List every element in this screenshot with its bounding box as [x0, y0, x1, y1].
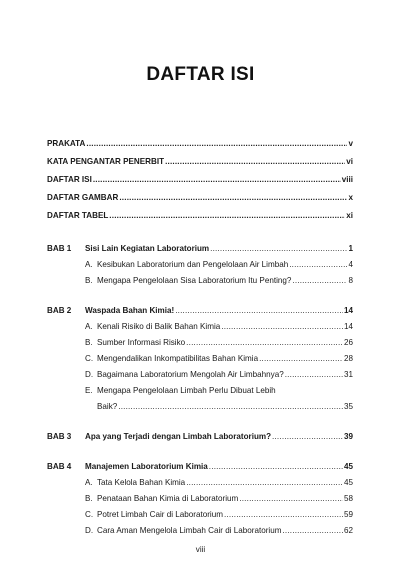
subsection-letter: A.	[85, 260, 93, 269]
dot-leader	[282, 525, 343, 536]
subsection-page: 26	[343, 338, 353, 347]
subsection-page: 58	[343, 494, 353, 503]
dot-leader	[93, 174, 341, 185]
subsection-page: 4	[348, 260, 353, 269]
toc-subsection[interactable]	[85, 275, 353, 286]
dot-leader	[165, 156, 345, 167]
dot-leader	[221, 321, 343, 332]
subsection-title: Sumber Informasi Risiko	[97, 338, 186, 347]
subsection-page: 8	[348, 276, 353, 285]
dot-leader	[289, 259, 347, 270]
dot-leader	[209, 461, 343, 472]
toc-entry-page: v	[348, 139, 353, 148]
toc-subsection[interactable]	[85, 493, 353, 504]
dot-leader	[210, 243, 347, 254]
dot-leader	[119, 192, 347, 203]
subsection-title: Cara Aman Mengelola Limbah Cair di Laboratorium	[97, 526, 282, 535]
toc-subsection[interactable]	[85, 337, 353, 348]
toc-subsection[interactable]	[85, 321, 353, 332]
dot-leader	[175, 305, 343, 316]
toc-entry-page: viii	[341, 175, 353, 184]
subsection-letter: D.	[85, 526, 94, 535]
page-title: DAFTAR ISI	[146, 64, 255, 85]
dot-leader	[259, 353, 343, 364]
dot-leader	[86, 138, 347, 149]
subsection-letter: C.	[85, 510, 94, 519]
subsection-letter: B.	[85, 276, 93, 285]
dot-leader	[186, 337, 343, 348]
toc-entry-prakata[interactable]	[47, 138, 353, 149]
chapter-number: BAB 1	[47, 244, 72, 253]
subsection-title: Mengendalikan Inkompatibilitas Bahan Kimia	[97, 354, 259, 363]
subsection-letter: C.	[85, 354, 94, 363]
toc-entry-label: DAFTAR TABEL	[47, 211, 109, 220]
dot-leader	[285, 369, 343, 380]
chapter-title: Apa yang Terjadi dengan Limbah Laboratorium?	[85, 432, 272, 441]
toc-subsection-continued[interactable]	[97, 401, 353, 412]
toc-chapter-1[interactable]	[47, 243, 353, 254]
subsection-letter: A.	[85, 478, 93, 487]
subsection-page: 31	[343, 370, 353, 379]
chapter-number: BAB 4	[47, 462, 72, 471]
toc-entry-label: KATA PENGANTAR PENERBIT	[47, 157, 165, 166]
toc-entry-label: PRAKATA	[47, 139, 86, 148]
toc-chapter-3[interactable]	[47, 431, 353, 442]
chapter-title: Waspada Bahan Kimia!	[85, 306, 175, 315]
toc-subsection[interactable]	[85, 477, 353, 488]
subsection-page: 28	[343, 354, 353, 363]
toc-subsection[interactable]	[85, 509, 353, 520]
subsection-page: 35	[343, 402, 353, 411]
chapter-page: 14	[343, 306, 353, 315]
subsection-title: Mengapa Pengelolaan Limbah Perlu Dibuat Lebih	[97, 386, 276, 395]
toc-entry-page: xi	[346, 211, 353, 220]
toc-entry-kata-pengantar[interactable]	[47, 156, 353, 167]
dot-leader	[118, 401, 343, 412]
subsection-title: Penataan Bahan Kimia di Laboratorium	[97, 494, 239, 503]
subsection-letter: B.	[85, 494, 93, 503]
subsection-title-continued: Baik?	[97, 402, 118, 411]
chapter-page: 39	[343, 432, 353, 441]
subsection-title: Mengapa Pengelolaan Sisa Laboratorium Itu Penting?	[97, 276, 292, 285]
chapter-page: 1	[348, 244, 353, 253]
toc-subsection[interactable]	[85, 369, 353, 380]
subsection-letter: D.	[85, 370, 94, 379]
subsection-page: 14	[343, 322, 353, 331]
toc-chapter-4[interactable]	[47, 461, 353, 472]
dot-leader	[109, 210, 345, 221]
subsection-page: 62	[343, 526, 353, 535]
dot-leader	[239, 493, 343, 504]
toc-entry-daftar-tabel[interactable]	[47, 210, 353, 221]
subsection-title: Kenali Risiko di Balik Bahan Kimia	[97, 322, 221, 331]
subsection-title: Tata Kelola Bahan Kimia	[97, 478, 186, 487]
toc-entry-page: x	[348, 193, 353, 202]
subsection-letter: E.	[85, 386, 93, 395]
toc-chapter-2[interactable]	[47, 305, 353, 316]
toc-entry-page: vi	[346, 157, 353, 166]
toc-entry-daftar-gambar[interactable]	[47, 192, 353, 203]
chapter-title: Sisi Lain Kegiatan Laboratorium	[85, 244, 210, 253]
subsection-page: 59	[343, 510, 353, 519]
toc-entry-daftar-isi[interactable]	[47, 174, 353, 185]
dot-leader	[272, 431, 343, 442]
toc-entry-label: DAFTAR ISI	[47, 175, 92, 184]
subsection-title: Potret Limbah Cair di Laboratorium	[97, 510, 223, 519]
page-number: viii	[195, 545, 206, 554]
subsection-title: Kesibukan Laboratorium dan Pengelolaan Air Limbah	[97, 260, 289, 269]
subsection-letter: B.	[85, 338, 93, 347]
toc-subsection[interactable]	[85, 259, 353, 270]
toc-entry-label: DAFTAR GAMBAR	[47, 193, 119, 202]
toc-subsection[interactable]	[85, 385, 353, 396]
toc-subsection[interactable]	[85, 353, 353, 364]
toc-subsection[interactable]	[85, 525, 353, 536]
chapter-number: BAB 2	[47, 306, 72, 315]
dot-leader	[292, 275, 347, 286]
chapter-number: BAB 3	[47, 432, 72, 441]
subsection-title: Bagaimana Laboratorium Mengolah Air Limbahnya?	[97, 370, 284, 379]
dot-leader	[186, 477, 343, 488]
subsection-letter: A.	[85, 322, 93, 331]
chapter-page: 45	[343, 462, 353, 471]
dot-leader	[224, 509, 343, 520]
subsection-page: 45	[343, 478, 353, 487]
chapter-title: Manajemen Laboratorium Kimia	[85, 462, 208, 471]
